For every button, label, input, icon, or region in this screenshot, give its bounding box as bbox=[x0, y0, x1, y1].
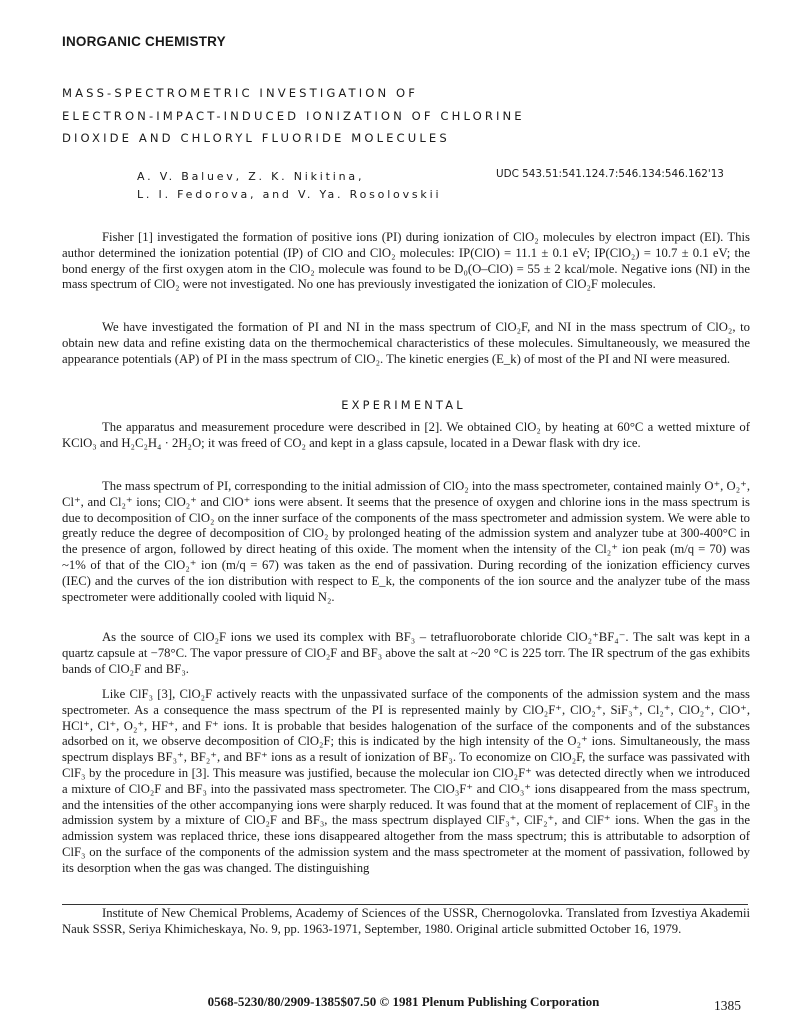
article-title bbox=[62, 82, 762, 150]
author-line: L. I. Fedorova, and V. Ya. Rosolovskii bbox=[137, 188, 442, 201]
title-line: ELECTRON-IMPACT-INDUCED IONIZATION OF CHLORINE bbox=[62, 108, 525, 123]
paragraph-aims: We have investigated the formation of PI and NI in the mass spectrum of ClO₂F, and NI in the mass spectrum of ClO₂, to obtain new data and refine existing data on the thermochemical characteristics of these molecules. Simultaneously, we measured the appearance potentials (AP) of PI in the mass spectrum of ClO₂. The kinetic energies (E_k) of most of the PI and NI were measured. bbox=[62, 320, 750, 366]
footnote-divider bbox=[62, 904, 748, 905]
title-line: DIOXIDE AND CHLORYL FLUORIDE MOLECULES bbox=[62, 131, 450, 145]
section-heading: EXPERIMENTAL bbox=[341, 398, 466, 412]
page-number: 1385 bbox=[714, 998, 741, 1013]
paragraph-intro: Fisher [1] investigated the formation of positive ions (PI) during ionization of ClO₂ molecules by electron impact (EI). This author determined the ionization potential (IP) of ClO and ClO₂ molecules: IP(ClO) = 11.1 ± 0.1 eV; IP(ClO₂) = 10.7 ± 0.1 eV; the bond energy of the first oxygen atom in the ClO₂ molecule was found to be D₀(O–ClO) = 55 ± 2 kcal/mole. Negative ions (NI) in the mass spectrum of ClO₂ were not investigated. No one has previously investigated the ionization of ClO₂F molecules. bbox=[62, 230, 750, 292]
title-line: MASS-SPECTROMETRIC INVESTIGATION OF bbox=[62, 86, 419, 100]
paragraph-mass-spectrum-pi: The mass spectrum of PI, corresponding to the initial admission of ClO₂ into the mass spectrometer, contained mainly O⁺, O₂⁺, Cl⁺, and Cl₂⁺ ions; ClO₂⁺ and ClO⁺ ions were absent. It seems that the presence of oxygen and chlorine ions in the mass spectrum is due to decomposition of ClO₂ on the inner surface of the components of the mass spectrometer and admission system. We were able to greatly reduce the degree of decomposition of ClO₂ by prolonged heating of the admission system and analyzer tube at 300-400°C in the presence of argon, followed by direct heating of this oxide. The moment when the intensity of the Cl₂⁺ ion peak (m/q = 70) was ~1% of that of the ClO₂⁺ ion (m/q = 67) was taken as the end of passivation. During recording of the ionization efficiency curves (IEC) and the curves of the ion distribution with respect to E_k, the components of the ion source and the analyzer tube of the mass spectrometer were additionally cooled with liquid N₂. bbox=[62, 479, 750, 604]
paragraph-passivation: Like ClF₃ [3], ClO₂F actively reacts with the unpassivated surface of the components of the admission system and the mass spectrometer. As a consequence the mass spectrum of the PI is represented mainly by ClO₂F⁺, ClO₂⁺, SiF₃⁺, Cl₂⁺, ClO₂⁺, ClO⁺, HCl⁺, Cl⁺, O₂⁺, HF⁺, and F⁺ ions. It is probable that besides halogenation of the surface of the components and of the substances adsorbed on it, we observe decomposition of ClO₂F; this is indicated by the high intensity of the O₂⁺ ions. Simultaneously, the mass spectrum displays BF₃⁺, BF₂⁺, and BF⁺ ions as a result of ionization of BF₃. To economize on ClO₂F, the surface was passivated with ClF₃ by the procedure in [3]. This measure was justified, because the molecular ion ClO₂F⁺ was detected directly when we introduced a mixture of ClO₂F and BF₃ into the passivated mass spectrometer. The ClO₃F⁺ and ClO₃⁺ ions disappeared from the mass spectrum, and the intensities of the other accompanying ions were sharply reduced. It was found that at the moment of replacement of ClF₃ in the admission system by a mixture of ClO₂F and BF₃, the mass spectrum displayed ClF₃⁺, ClF₂⁺, and ClF⁺ ions. When the gas in the admission system was replaced thrice, these ions disappeared altogether from the mass spectrum; this is attributable to adsorption of ClF₃ on the surface of the components of the admission system and the mass spectrometer at the moment of passivation, followed by its desorption when the gas was changed. The distinguishing bbox=[62, 687, 750, 875]
author-list bbox=[137, 168, 441, 204]
footnote: Institute of New Chemical Problems, Academy of Sciences of the USSR, Chernogolovka. Translated from Izvestiya Akademii Nauk SSSR, Seriya Khimicheskaya, No. 9, pp. 1963-1971, September, 1980. Original article submitted October 16, 1979. bbox=[62, 906, 750, 936]
paragraph-apparatus: The apparatus and measurement procedure were described in [2]. We obtained ClO₂ by heating at 60°C a wetted mixture of KClO₃ and H₂C₂H₄ · 2H₂O; it was freed of CO₂ and kept in a glass capsule, located in a Dewar flask with dry ice. bbox=[62, 420, 750, 450]
paragraph-source-clo2f: As the source of ClO₂F ions we used its complex with BF₃ – tetrafluoroborate chloride ClO₂⁺BF₄⁻. The salt was kept in a quartz capsule at −78°C. The vapor pressure of ClO₂F and BF₃ above the salt at ~20 °C is 225 torr. The IR spectrum of the gas exhibits bands of ClO₂F and BF₃. bbox=[62, 630, 750, 676]
journal-section-header: INORGANIC CHEMISTRY bbox=[62, 34, 226, 49]
author-line: A. V. Baluev, Z. K. Nikitina, bbox=[137, 170, 365, 183]
udc-code: UDC 543.51:541.124.7:546.134:546.162'13 bbox=[496, 168, 724, 180]
copyright-footer: 0568-5230/80/2909-1385$07.50 © 1981 Plenum Publishing Corporation bbox=[207, 994, 600, 1009]
